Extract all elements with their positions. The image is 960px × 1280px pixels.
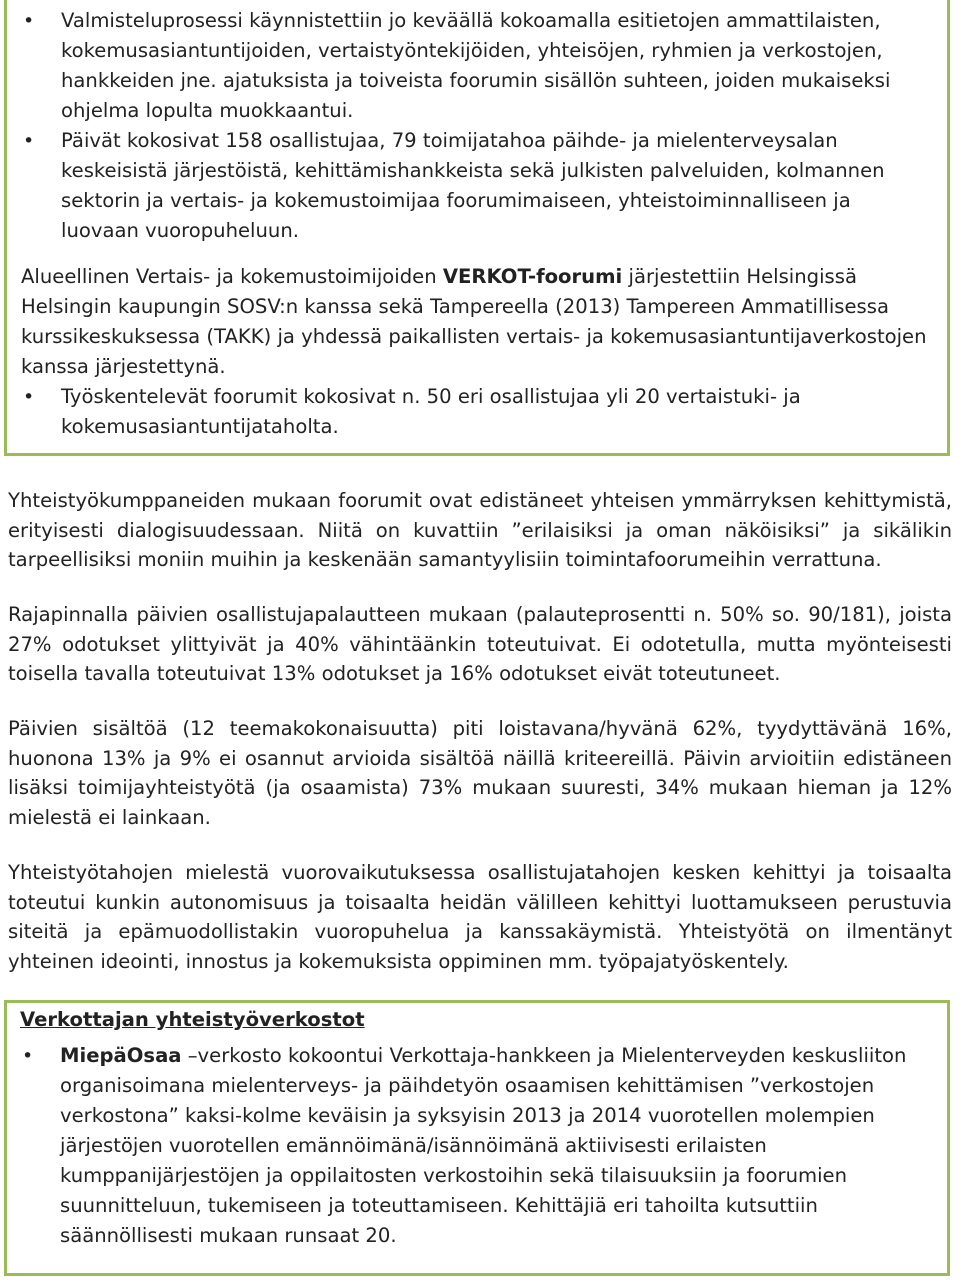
bullet-preparation: • Valmisteluprosessi käynnistettiin jo keväällä kokoamalla esitietojen ammattilaisten, kokemusasiantuntijoiden, vertaistyöntekijöiden, yhteisöjen, ryhmien ja verkostojen, hankkeiden jne. ajatuksista ja toiveista foorumin sisällön suhteen, joiden mukaiseksi ohjelma lopulta muokkaantui. (21, 6, 933, 126)
paragraph-partners: Yhteistyökumppaneiden mukaan foorumit ovat edistäneet yhteisen ymmärryksen kehittymistä, erityisesti dialogisuudessaan. Niitä on kuvattiin ”erilaisiksi ja oman näköisiksi” ja sikälikin tarpeellisiksi moniin muihin ja keskenään samantyylisiin toimintafoorumeihin verrattuna. (8, 489, 952, 571)
verkot-text-after: järjestettiin Helsingissä Helsingin kaupungin SOSV:n kanssa sekä Tampereella (2013) Tampereen Ammatillisessa kurssikeskuksessa (TAKK) ja yhdessä paikallisten vertais- ja kokemusasiantuntijaverkostojen kanssa järjestettynä. (21, 265, 927, 378)
paragraph-interaction: Yhteistyötahojen mielestä vuorovaikutuksessa osallistujatahojen kesken kehittyi ja toisaalta toteutui kunkin autonomisuus ja toisaalta heidän välilleen kehittyi luottamukseen perustuvia siteitä ja epämuodollistakin vuoropuhelua ja kanssakäymistä. Yhteistyötä on ilmentänyt yhteinen ideointi, innostus ja kokemuksista oppiminen mm. työpajatyöskentely. (8, 861, 952, 973)
verkot-forum-paragraph (21, 262, 933, 382)
bullet-miepaosaa (20, 1041, 934, 1251)
miepaosaa-name: MiepäOsaa (60, 1044, 182, 1067)
verkot-text-before: Alueellinen Vertais- ja kokemustoimijoiden (21, 265, 443, 288)
network-heading: Verkottajan yhteistyöverkostot (20, 1008, 365, 1031)
paragraph-content-rating: Päivien sisältöä (12 teemakokonaisuutta) piti loistavana/hyvänä 62%, tyydyttävänä 16%, huonona 13% ja 9% ei osannut arvioida sisältöä näillä kriteereillä. Päivin arvioitiin edistäneen lisäksi toimijayhteistyötä (ja osaamista) 73% mukaan suuresti, 34% mukaan hieman ja 12% mielestä ei lainkaan. (8, 717, 952, 829)
miepaosaa-text: –verkosto kokoontui Verkottaja-hankkeen ja Mielenterveyden keskusliiton organisoimana mielenterveys- ja päihdetyön osaamisen kehittämisen ”verkostojen verkostona” kaksi-kolme keväisin ja syksyisin 2013 ja 2014 vuorotellen molempien järjestöjen vuorotellen emännöimänä/isännöimänä aktiivisesti erilaisten kumppanijärjestöjen ja oppilaitosten verkostoihin sekä tilaisuuksiin ja foorumien suunnitteluun, tukemiseen ja toteuttamiseen. Kehittäjiä eri tahoilta kutsuttiin säännöllisesti mukaan runsaat 20. (60, 1044, 907, 1247)
forum-bullet-list (21, 382, 933, 442)
network-bullet-list (20, 1041, 934, 1251)
preparation-bullet-list (21, 6, 933, 246)
bullet-working-forums: • Työskentelevät foorumit kokosivat n. 50 eri osallistujaa yli 20 vertaistuki- ja kokemusasiantuntijataholta. (21, 382, 933, 442)
bullet-participants: • Päivät kokosivat 158 osallistujaa, 79 toimijatahoa päihde- ja mielenterveysalan keskeisistä järjestöistä, kehittämishankkeista sekä julkisten palveluiden, kolmannen sektorin ja vertais- ja kokemustoimijaa foorumimaiseen, yhteistoiminnalliseen ja luovaan vuoropuheluun. (21, 126, 933, 246)
summary-box (4, 0, 950, 456)
network-box (4, 1000, 950, 1276)
paragraph-feedback: Rajapinnalla päivien osallistujapalautteen mukaan (palauteprosentti n. 50% so. 90/181), joista 27% odotukset ylittyivät ja 40% vähintäänkin toteutuivat. Ei odotetulla, mutta myönteisesti toisella tavalla toteutuivat 13% odotukset ja 16% odotukset eivät toteutuneet. (8, 603, 952, 685)
verkot-forum-name: VERKOT-foorumi (442, 265, 623, 288)
